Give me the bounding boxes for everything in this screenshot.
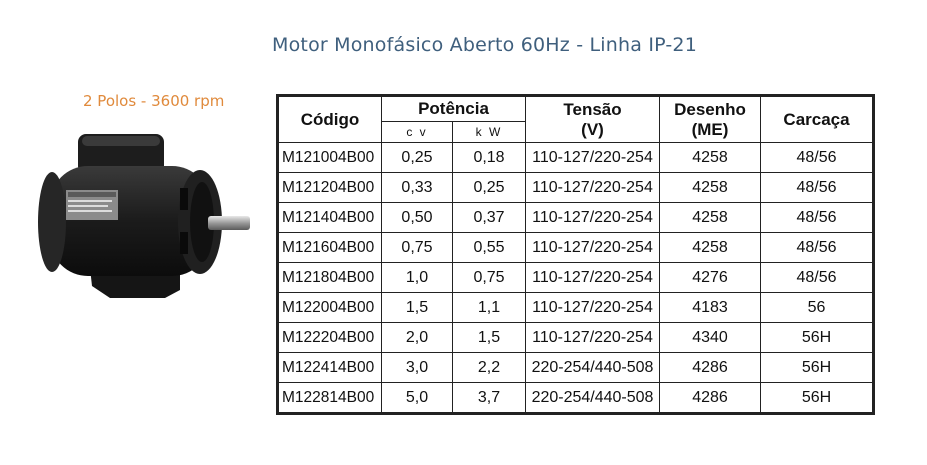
cell-cv: 5,0 [382, 383, 453, 413]
page-title: Motor Monofásico Aberto 60Hz - Linha IP-21 [272, 34, 697, 56]
cell-desenho: 4340 [660, 323, 761, 353]
electric-motor-photo [30, 128, 255, 303]
cell-codigo: M122414B00 [279, 353, 382, 383]
cell-codigo: M121004B00 [279, 143, 382, 173]
cell-cv: 2,0 [382, 323, 453, 353]
cell-kw: 0,55 [453, 233, 526, 263]
cell-carcaca: 48/56 [761, 263, 873, 293]
cell-carcaca: 56H [761, 383, 873, 413]
header-potencia: Potência [382, 97, 526, 122]
cell-codigo: M122814B00 [279, 383, 382, 413]
header-desenho-line1: Desenho [674, 99, 746, 119]
cell-tensao: 220-254/440-508 [526, 353, 660, 383]
header-tensao-line1: Tensão [563, 99, 622, 119]
cell-desenho: 4286 [660, 383, 761, 413]
header-codigo: Código [279, 97, 382, 143]
cell-codigo: M121204B00 [279, 173, 382, 203]
table-row [279, 383, 873, 413]
cell-carcaca: 48/56 [761, 173, 873, 203]
header-kw: k W [453, 122, 526, 143]
cell-cv: 1,0 [382, 263, 453, 293]
cell-cv: 0,75 [382, 233, 453, 263]
cell-kw: 3,7 [453, 383, 526, 413]
cell-kw: 1,5 [453, 323, 526, 353]
cell-carcaca: 48/56 [761, 203, 873, 233]
table-row [279, 323, 873, 353]
cell-codigo: M121804B00 [279, 263, 382, 293]
cell-desenho: 4258 [660, 233, 761, 263]
table-row [279, 203, 873, 233]
cell-kw: 0,25 [453, 173, 526, 203]
cell-desenho: 4258 [660, 203, 761, 233]
cell-carcaca: 48/56 [761, 143, 873, 173]
cell-codigo: M121604B00 [279, 233, 382, 263]
cell-desenho: 4286 [660, 353, 761, 383]
cell-tensao: 110-127/220-254 [526, 293, 660, 323]
cell-carcaca: 56 [761, 293, 873, 323]
cell-tensao: 110-127/220-254 [526, 203, 660, 233]
cell-carcaca: 56H [761, 323, 873, 353]
header-desenho-line2: (ME) [691, 119, 729, 139]
cell-kw: 0,37 [453, 203, 526, 233]
header-cv: c v [382, 122, 453, 143]
header-tensao [526, 97, 660, 143]
table-row [279, 293, 873, 323]
cell-cv: 1,5 [382, 293, 453, 323]
cell-carcaca: 48/56 [761, 233, 873, 263]
cell-cv: 3,0 [382, 353, 453, 383]
cell-cv: 0,33 [382, 173, 453, 203]
cell-tensao: 220-254/440-508 [526, 383, 660, 413]
cell-kw: 2,2 [453, 353, 526, 383]
motor-spec-table [278, 96, 873, 413]
header-tensao-line2: (V) [581, 119, 604, 139]
table-row [279, 143, 873, 173]
cell-kw: 0,75 [453, 263, 526, 293]
table-row [279, 263, 873, 293]
cell-tensao: 110-127/220-254 [526, 173, 660, 203]
cell-desenho: 4183 [660, 293, 761, 323]
cell-tensao: 110-127/220-254 [526, 263, 660, 293]
cell-desenho: 4276 [660, 263, 761, 293]
table-row [279, 233, 873, 263]
cell-cv: 0,50 [382, 203, 453, 233]
cell-codigo: M122204B00 [279, 323, 382, 353]
subtitle-poles-rpm: 2 Polos - 3600 rpm [83, 92, 225, 110]
header-desenho [660, 97, 761, 143]
cell-codigo: M122004B00 [279, 293, 382, 323]
cell-kw: 0,18 [453, 143, 526, 173]
cell-desenho: 4258 [660, 173, 761, 203]
cell-kw: 1,1 [453, 293, 526, 323]
cell-tensao: 110-127/220-254 [526, 233, 660, 263]
cell-tensao: 110-127/220-254 [526, 143, 660, 173]
table-row [279, 173, 873, 203]
cell-codigo: M121404B00 [279, 203, 382, 233]
cell-carcaca: 56H [761, 353, 873, 383]
cell-tensao: 110-127/220-254 [526, 323, 660, 353]
cell-desenho: 4258 [660, 143, 761, 173]
table-row [279, 353, 873, 383]
cell-cv: 0,25 [382, 143, 453, 173]
header-carcaca: Carcaça [761, 97, 873, 143]
